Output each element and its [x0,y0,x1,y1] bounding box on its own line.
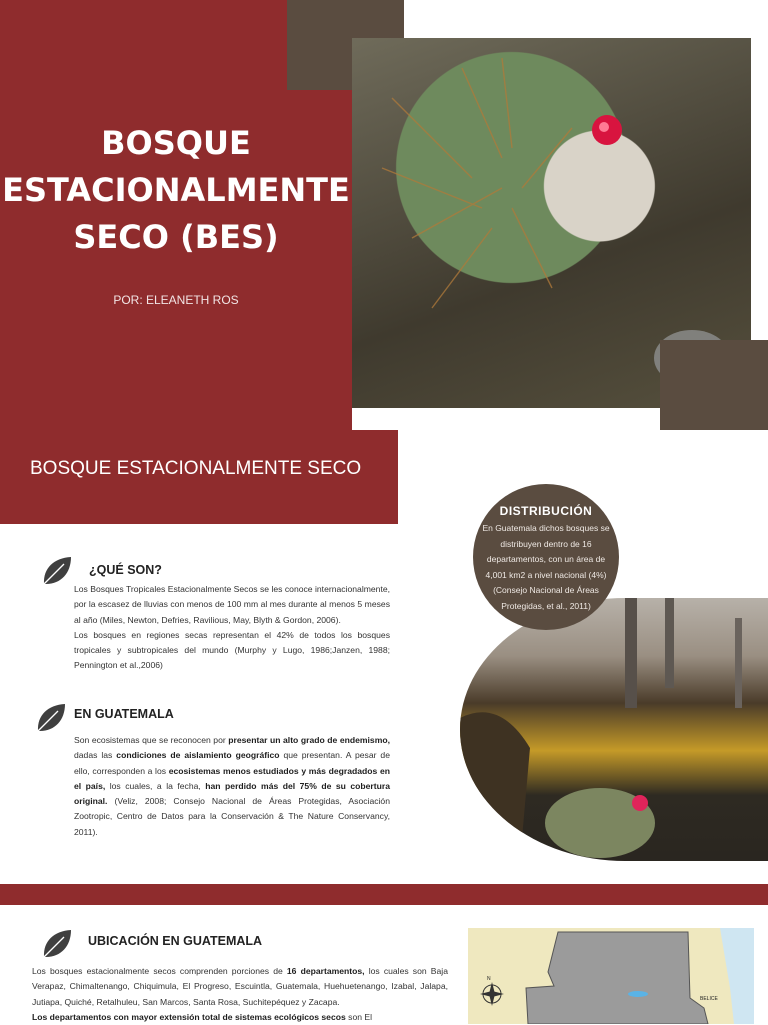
distribution-text: En Guatemala dichos bosques se distribuyen dentro de 16 departamentos, con un área de 4,001 km2 a nivel nacional (4%) (Consejo Nacional de Áreas Protegidas, et al., 2011) [482,523,610,611]
leaf-icon [40,554,74,588]
que-son-paragraph-2: Los bosques en regiones secas representan el 42% de todos los bosques tropicales y subtropicales del mundo (Murphy y Lugo, 1986;Janzen, 1988; Pennington et al.,2006) [74,629,390,671]
en-guatemala-body: Son ecosistemas que se reconocen por presentar un alto grado de endemismo, dadas las condiciones de aislamiento geográfico que presentan. A pesar de ello, corresponden a los ecosistemas menos estudiados y más degradados en el país, los cuales, a la fecha, han perdido más del 75% de su cobertura original. (Veliz, 2008; Consejo Nacional de Áreas Protegidas, Asociación Zootropic, Centro de Datos para la Conservación & The Nature Conservancy, 2011). [74,735,391,837]
author: POR: ELEANETH ROS [113,293,239,307]
que-son-heading: ¿QUÉ SON? [89,563,162,577]
page-title: BOSQUE ESTACIONALMENTE SECO (BES) [2,124,350,256]
leaf-icon [34,701,68,735]
map-sea [720,928,754,1024]
ubicacion-body: Los bosques estacionalmente secos comprenden porciones de 16 departamentos, los cuales son Baja Verapaz, Chimaltenango, Chiquimula, El Progreso, Escuintla, Guatemala, Huehuetenango, Izabal, Jalapa, Jutiapa, Quiché, Retalhuleu, San Marcos, Santa Rosa, Suchitepéquez y Zacapa. Los departamentos con mayor extensión total de sistemas ecológicos secos son El [32,966,448,1022]
forest-photo [460,598,768,861]
leaf-icon [40,927,74,961]
ubicacion-heading: UBICACIÓN EN GUATEMALA [88,934,263,948]
map-country-shape [526,932,708,1024]
divider-bar [0,884,768,905]
en-guatemala-heading: EN GUATEMALA [74,707,174,721]
distribution-title: DISTRIBUCIÓN [499,504,593,518]
map-label-belice: BELICE [700,996,718,1002]
que-son-body [74,582,390,674]
band-heading: BOSQUE ESTACIONALMENTE SECO [30,458,362,479]
compass-rose-icon [480,982,504,1006]
guatemala-map [468,928,754,1024]
decor-block-right [660,340,768,430]
que-son-paragraph-1: Los Bosques Tropicales Estacionalmente Secos se les conoce internacionalmente, por la escasez de lluvias con menos de 100 mm al mes durante al menos 5 meses al año (Miles, Newton, Defries, Ravilious, May, Blyth & Gordon, 2006). [74,584,390,625]
compass-north-label: N [487,976,491,982]
